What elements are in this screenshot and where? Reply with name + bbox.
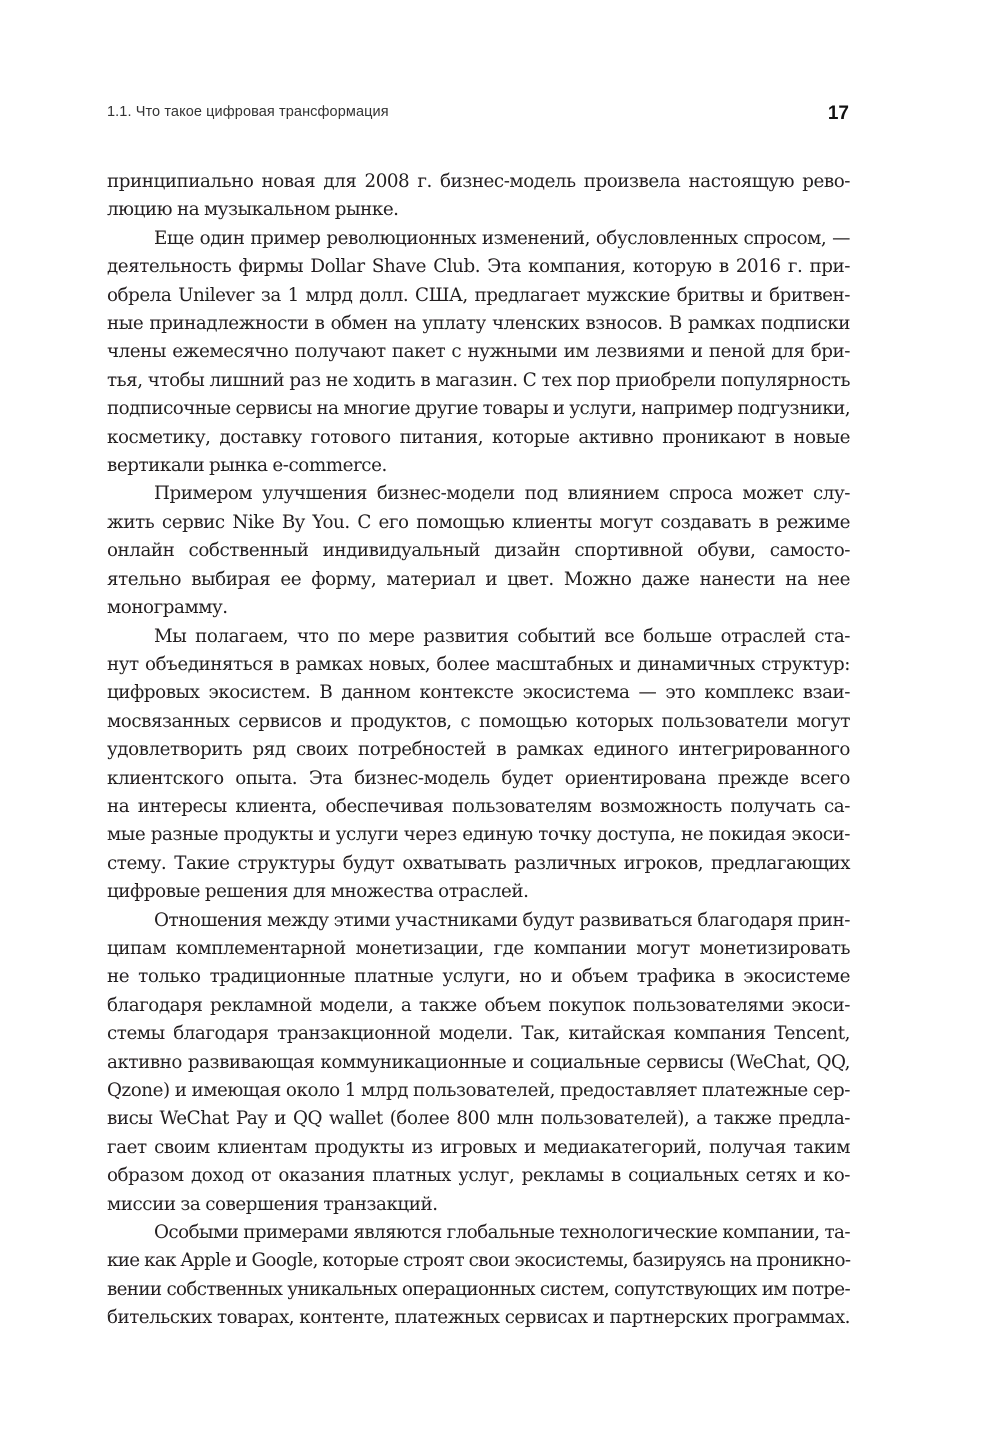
- paragraph-3: [107, 480, 850, 622]
- text-line: цифровых экосистем. В данном контексте экосистема — это комплекс взаи-: [107, 682, 850, 704]
- text-line: подписочные сервисы на многие другие товары и услуги, например подгузники,: [107, 398, 850, 420]
- running-header: [107, 104, 849, 128]
- text-line: вении собственных уникальных операционных систем, сопутствующих им потре-: [107, 1278, 850, 1300]
- text-line: стемы благодаря транзакционной модели. Так, китайская компания Tencent,: [107, 1023, 850, 1045]
- text-line: активно развивающая коммуникационные и социальные сервисы (WeChat, QQ,: [107, 1051, 850, 1073]
- page-number: 17: [827, 103, 849, 124]
- text-line: Мы полагаем, что по мере развития событий все больше отраслей ста-: [154, 625, 850, 647]
- paragraph-4: [107, 623, 850, 907]
- paragraph-1: [107, 168, 850, 225]
- text-line: нут объединяться в рамках новых, более масштабных и динамичных структур:: [107, 653, 850, 675]
- paragraph-5: [107, 907, 850, 1219]
- text-line: кие как Apple и Google, которые строят свои экосистемы, базируясь на проникно-: [107, 1250, 851, 1272]
- text-line: на интересы клиента, обеспечивая пользователям возможность получать са-: [107, 795, 850, 817]
- text-line: бительских товарах, контенте, платежных сервисах и партнерских программах.: [107, 1307, 850, 1329]
- text-line: ные принадлежности в обмен на уплату членских взносов. В рамках подписки: [107, 313, 850, 335]
- text-line: ципам комплементарной монетизации, где компании могут монетизировать: [107, 937, 850, 959]
- text-line: мые разные продукты и услуги через единую точку доступа, не покидая экоси-: [107, 824, 850, 846]
- text-line: члены ежемесячно получают пакет с нужными им лезвиями и пеной для бри-: [107, 341, 850, 363]
- text-line: монограмму.: [107, 597, 228, 619]
- text-line: люцию на музыкальном рынке.: [107, 199, 399, 221]
- text-line: удовлетворить ряд своих потребностей в рамках единого интегрированного: [107, 739, 850, 761]
- text-line: Отношения между этими участниками будут развиваться благодаря прин-: [154, 909, 850, 931]
- running-title: 1.1. Что такое цифровая трансформация: [107, 104, 389, 120]
- text-line: Qzone) и имеющая около 1 млрд пользователей, предоставляет платежные сер-: [107, 1080, 850, 1101]
- text-line: жить сервис Nike By You. С его помощью клиенты могут создавать в режиме: [107, 511, 850, 533]
- paragraph-6: [107, 1219, 850, 1333]
- text-line: цифровые решения для множества отраслей.: [107, 881, 529, 903]
- text-line: Примером улучшения бизнес-модели под влиянием спроса может слу-: [154, 483, 850, 505]
- text-line: благодаря рекламной модели, а также объем покупок пользователями экоси-: [107, 994, 850, 1016]
- text-line: мосвязанных сервисов и продуктов, с помощью которых пользователи могут: [107, 710, 850, 732]
- text-line: принципиально новая для 2008 г. бизнес-модель произвела настоящую рево-: [107, 171, 850, 192]
- text-line: обрела Unilever за 1 млрд долл. США, предлагает мужские бритвы и бритвен-: [107, 284, 850, 306]
- text-line: висы WeChat Pay и QQ wallet (более 800 млн пользователей), а также предла-: [107, 1108, 850, 1130]
- text-line: не только традиционные платные услуги, но и объем трафика в экосистеме: [107, 966, 850, 988]
- text-line: косметику, доставку готового питания, которые активно проникают в новые: [107, 426, 850, 448]
- text-line: ятельно выбирая ее форму, материал и цвет. Можно даже нанести на нее: [107, 568, 850, 590]
- body-text: [107, 168, 850, 1333]
- text-line: образом доход от оказания платных услуг, рекламы в социальных сетях и ко-: [107, 1165, 850, 1187]
- text-line: онлайн собственный индивидуальный дизайн спортивной обуви, самосто-: [107, 540, 850, 562]
- text-line: гает своим клиентам продукты из игровых и медиакатегорий, получая таким: [107, 1136, 850, 1158]
- text-line: Еще один пример революционных изменений, обусловленных спросом, —: [154, 227, 850, 249]
- text-line: клиентского опыта. Эта бизнес-модель будет ориентирована прежде всего: [107, 767, 850, 789]
- text-line: стему. Такие структуры будут охватывать различных игроков, предлагающих: [107, 852, 850, 874]
- text-line: тья, чтобы лишний раз не ходить в магазин. С тех пор приобрели популярность: [107, 369, 850, 391]
- text-line: Особыми примерами являются глобальные технологические компании, та-: [154, 1222, 850, 1244]
- paragraph-2: [107, 225, 850, 481]
- text-line: вертикали рынка e-commerce.: [107, 455, 387, 477]
- text-line: деятельность фирмы Dollar Shave Club. Эта компания, которую в 2016 г. при-: [107, 256, 850, 278]
- text-line: миссии за совершения транзакций.: [107, 1193, 438, 1215]
